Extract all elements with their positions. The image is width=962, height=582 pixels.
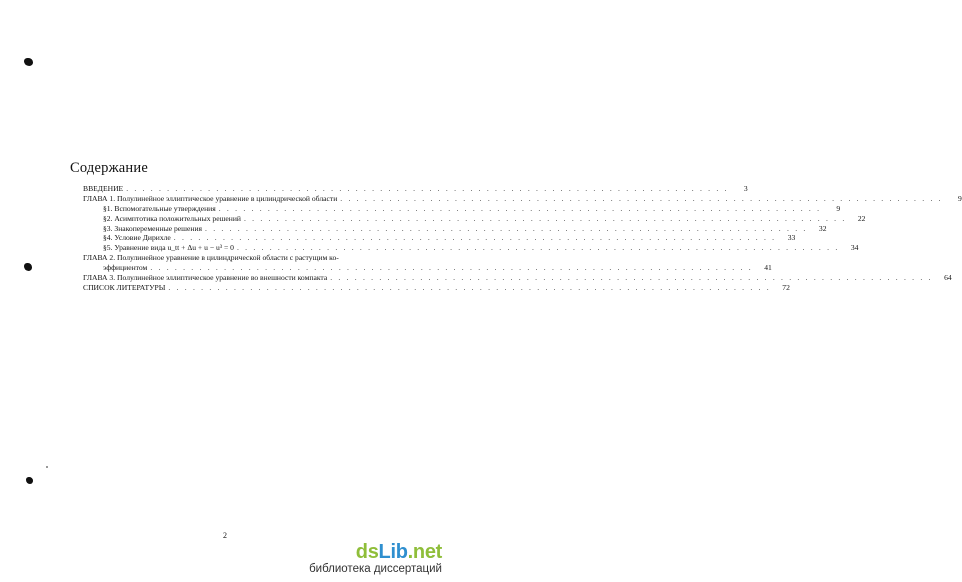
toc-entry-chapter-2-continued[interactable]: [83, 263, 772, 273]
toc-entry-title: ГЛАВА 3. Полулинейное эллиптическое уравнение во внешности компакта: [83, 273, 328, 283]
toc-entry-section-1[interactable]: [83, 203, 841, 214]
toc-entry-title: СПИСОК ЛИТЕРАТУРЫ: [83, 282, 166, 292]
toc-entry-title: ГЛАВА 1. Полулинейное эллиптическое уравнение в цилиндрической области: [83, 193, 338, 203]
logo-text-part: Lib: [378, 541, 408, 563]
toc-entry-section-3[interactable]: [83, 223, 827, 234]
toc-leader-dots: [330, 273, 932, 283]
toc-entry-page: 32: [818, 223, 827, 233]
scan-speck: [26, 477, 33, 484]
watermark-caption: библиотека диссертаций: [309, 563, 442, 575]
toc-entry-page: 22: [857, 213, 866, 223]
toc-entry-section-2[interactable]: [83, 213, 866, 224]
toc-leader-dots: [168, 283, 770, 293]
toc-entry-chapter-1[interactable]: [83, 193, 962, 204]
toc-entry-title: ГЛАВА 2. Полулинейное уравнение в цилиндрической области с растущим ко-: [83, 253, 339, 263]
toc-entry-page: 41: [764, 263, 772, 273]
toc-leader-dots: [237, 243, 839, 253]
toc-entry-intro[interactable]: [83, 184, 748, 194]
toc-leader-dots: [205, 224, 807, 234]
toc-entry-title: §3. Знакопеременные решения: [103, 223, 203, 233]
toc-entry-section-5[interactable]: [83, 243, 859, 253]
toc-leader-dots: [126, 184, 728, 194]
toc-entry-title: ВВЕДЕНИЕ: [83, 184, 124, 193]
scan-speck: [24, 263, 32, 271]
logo-text-part: .net: [407, 541, 442, 563]
scan-speck: [24, 58, 33, 66]
table-of-contents: [83, 184, 962, 293]
toc-entry-chapter-3[interactable]: [83, 273, 952, 283]
toc-entry-references[interactable]: [83, 282, 790, 293]
toc-entry-page: 9: [957, 193, 962, 203]
toc-heading: Содержание: [70, 160, 148, 176]
toc-entry-page: 72: [782, 282, 790, 292]
toc-entry-page: 3: [743, 184, 748, 193]
dslib-watermark[interactable]: [309, 541, 442, 576]
toc-entry-page: 9: [836, 203, 841, 213]
toc-entry-title: §2. Асимптотика положительных решений: [103, 213, 241, 223]
toc-leader-dots: [174, 233, 776, 243]
toc-entry-page: 34: [850, 243, 859, 253]
toc-leader-dots: [340, 194, 942, 204]
toc-leader-dots: [219, 204, 821, 214]
toc-entry-title: §1. Вспомогательные утверждения: [103, 203, 216, 213]
toc-entry-section-4[interactable]: [83, 233, 796, 243]
dslib-logo: [309, 541, 442, 563]
toc-entry-title: §4. Условие Дирихле: [103, 233, 171, 243]
page-number: 2: [223, 531, 227, 540]
toc-leader-dots: [150, 263, 752, 273]
toc-leader-dots: [244, 214, 846, 224]
toc-entry-page: 33: [787, 233, 796, 243]
toc-entry-chapter-2[interactable]: [83, 253, 391, 263]
scan-speck: [46, 466, 48, 468]
toc-entry-page: 64: [944, 273, 952, 283]
toc-entry-title: эффициентом: [103, 263, 148, 273]
logo-text-part: ds: [355, 541, 379, 563]
toc-entry-title: §5. Уравнение вида u_tt + Δu + u − u³ = 0: [103, 243, 234, 253]
